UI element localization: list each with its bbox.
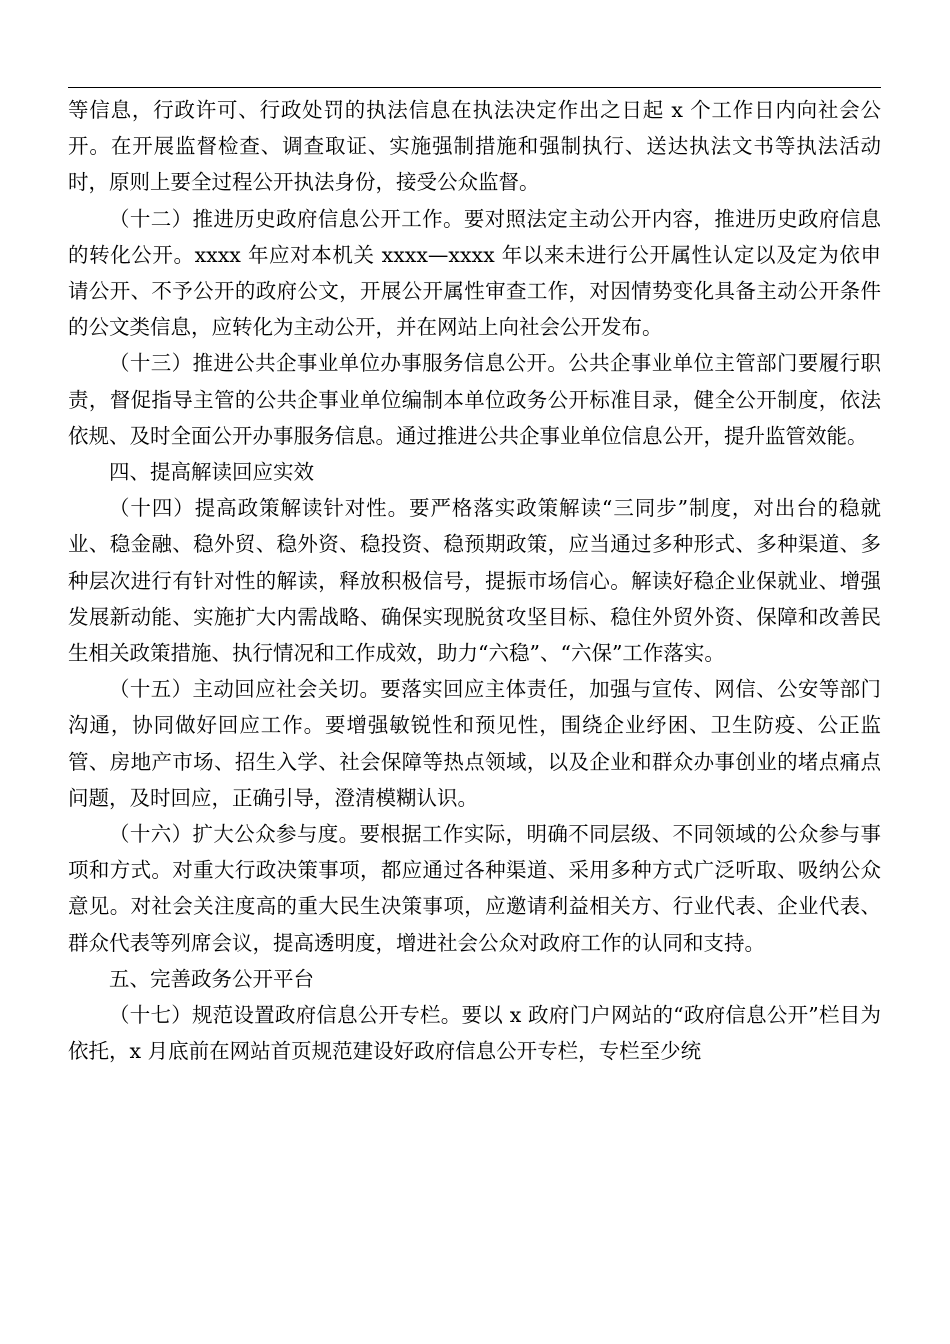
paragraph-item-12: （十二）推进历史政府信息公开工作。要对照法定主动公开内容，推进历史政府信息的转化公开。xxxx 年应对本机关 xxxx—xxxx 年以来未进行公开属性认定以及定为依申请公开、不予公开的政府公文，开展公开属性审查工作，对因情势变化具备主动公开条件的公文类信息，应转化为主动公开，并在网站上向社会公开发布。	[68, 206, 881, 340]
paragraph-item-17: （十七）规范设置政府信息公开专栏。要以 x 政府门户网站的“政府信息公开”栏目为依托，x 月底前在网站首页规范建设好政府信息公开专栏，专栏至少统	[68, 1003, 881, 1064]
document-body	[68, 92, 881, 1069]
header-rule	[68, 87, 881, 88]
paragraph-item-15: （十五）主动回应社会关切。要落实回应主体责任，加强与宣传、网信、公安等部门沟通，协同做好回应工作。要增强敏锐性和预见性，围绕企业纾困、卫生防疫、公正监管、房地产市场、招生入学、社会保障等热点领域，以及企业和群众办事创业的堵点痛点问题，及时回应，正确引导，澄清模糊认识。	[68, 677, 881, 810]
paragraph-continuation: 等信息，行政许可、行政处罚的执法信息在执法决定作出之日起 x 个工作日内向社会公开。在开展监督检查、调查取证、实施强制措施和强制执行、送达执法文书等执法活动时，原则上要全过程公开执法身份，接受公众监督。	[68, 98, 881, 195]
paragraph-item-14: （十四）提高政策解读针对性。要严格落实政策解读“三同步”制度，对出台的稳就业、稳金融、稳外贸、稳外资、稳投资、稳预期政策，应当通过多种形式、多种渠道、多种层次进行有针对性的解读，释放积极信号，提振市场信心。解读好稳企业保就业、增强发展新动能、实施扩大内需战略、确保实现脱贫攻坚目标、稳住外贸外资、保障和改善民生相关政策措施、执行情况和工作成效，助力“六稳”、“六保”工作落实。	[68, 496, 881, 666]
paragraph-item-16: （十六）扩大公众参与度。要根据工作实际，明确不同层级、不同领域的公众参与事项和方式。对重大行政决策事项，都应通过各种渠道、采用多种方式广泛听取、吸纳公众意见。对社会关注度高的重大民生决策事项，应邀请利益相关方、行业代表、企业代表、群众代表等列席会议，提高透明度，增进社会公众对政府工作的认同和支持。	[68, 822, 881, 955]
section-heading-5: 五、完善政务公开平台	[109, 966, 314, 991]
paragraph-item-13: （十三）推进公共企事业单位办事服务信息公开。公共企事业单位主管部门要履行职责，督促指导主管的公共企事业单位编制本单位政务公开标准目录，健全公开制度，依法依规、及时全面公开办事服务信息。通过推进公共企事业单位信息公开，提升监管效能。	[68, 351, 881, 448]
section-heading-4: 四、提高解读回应实效	[109, 460, 314, 485]
